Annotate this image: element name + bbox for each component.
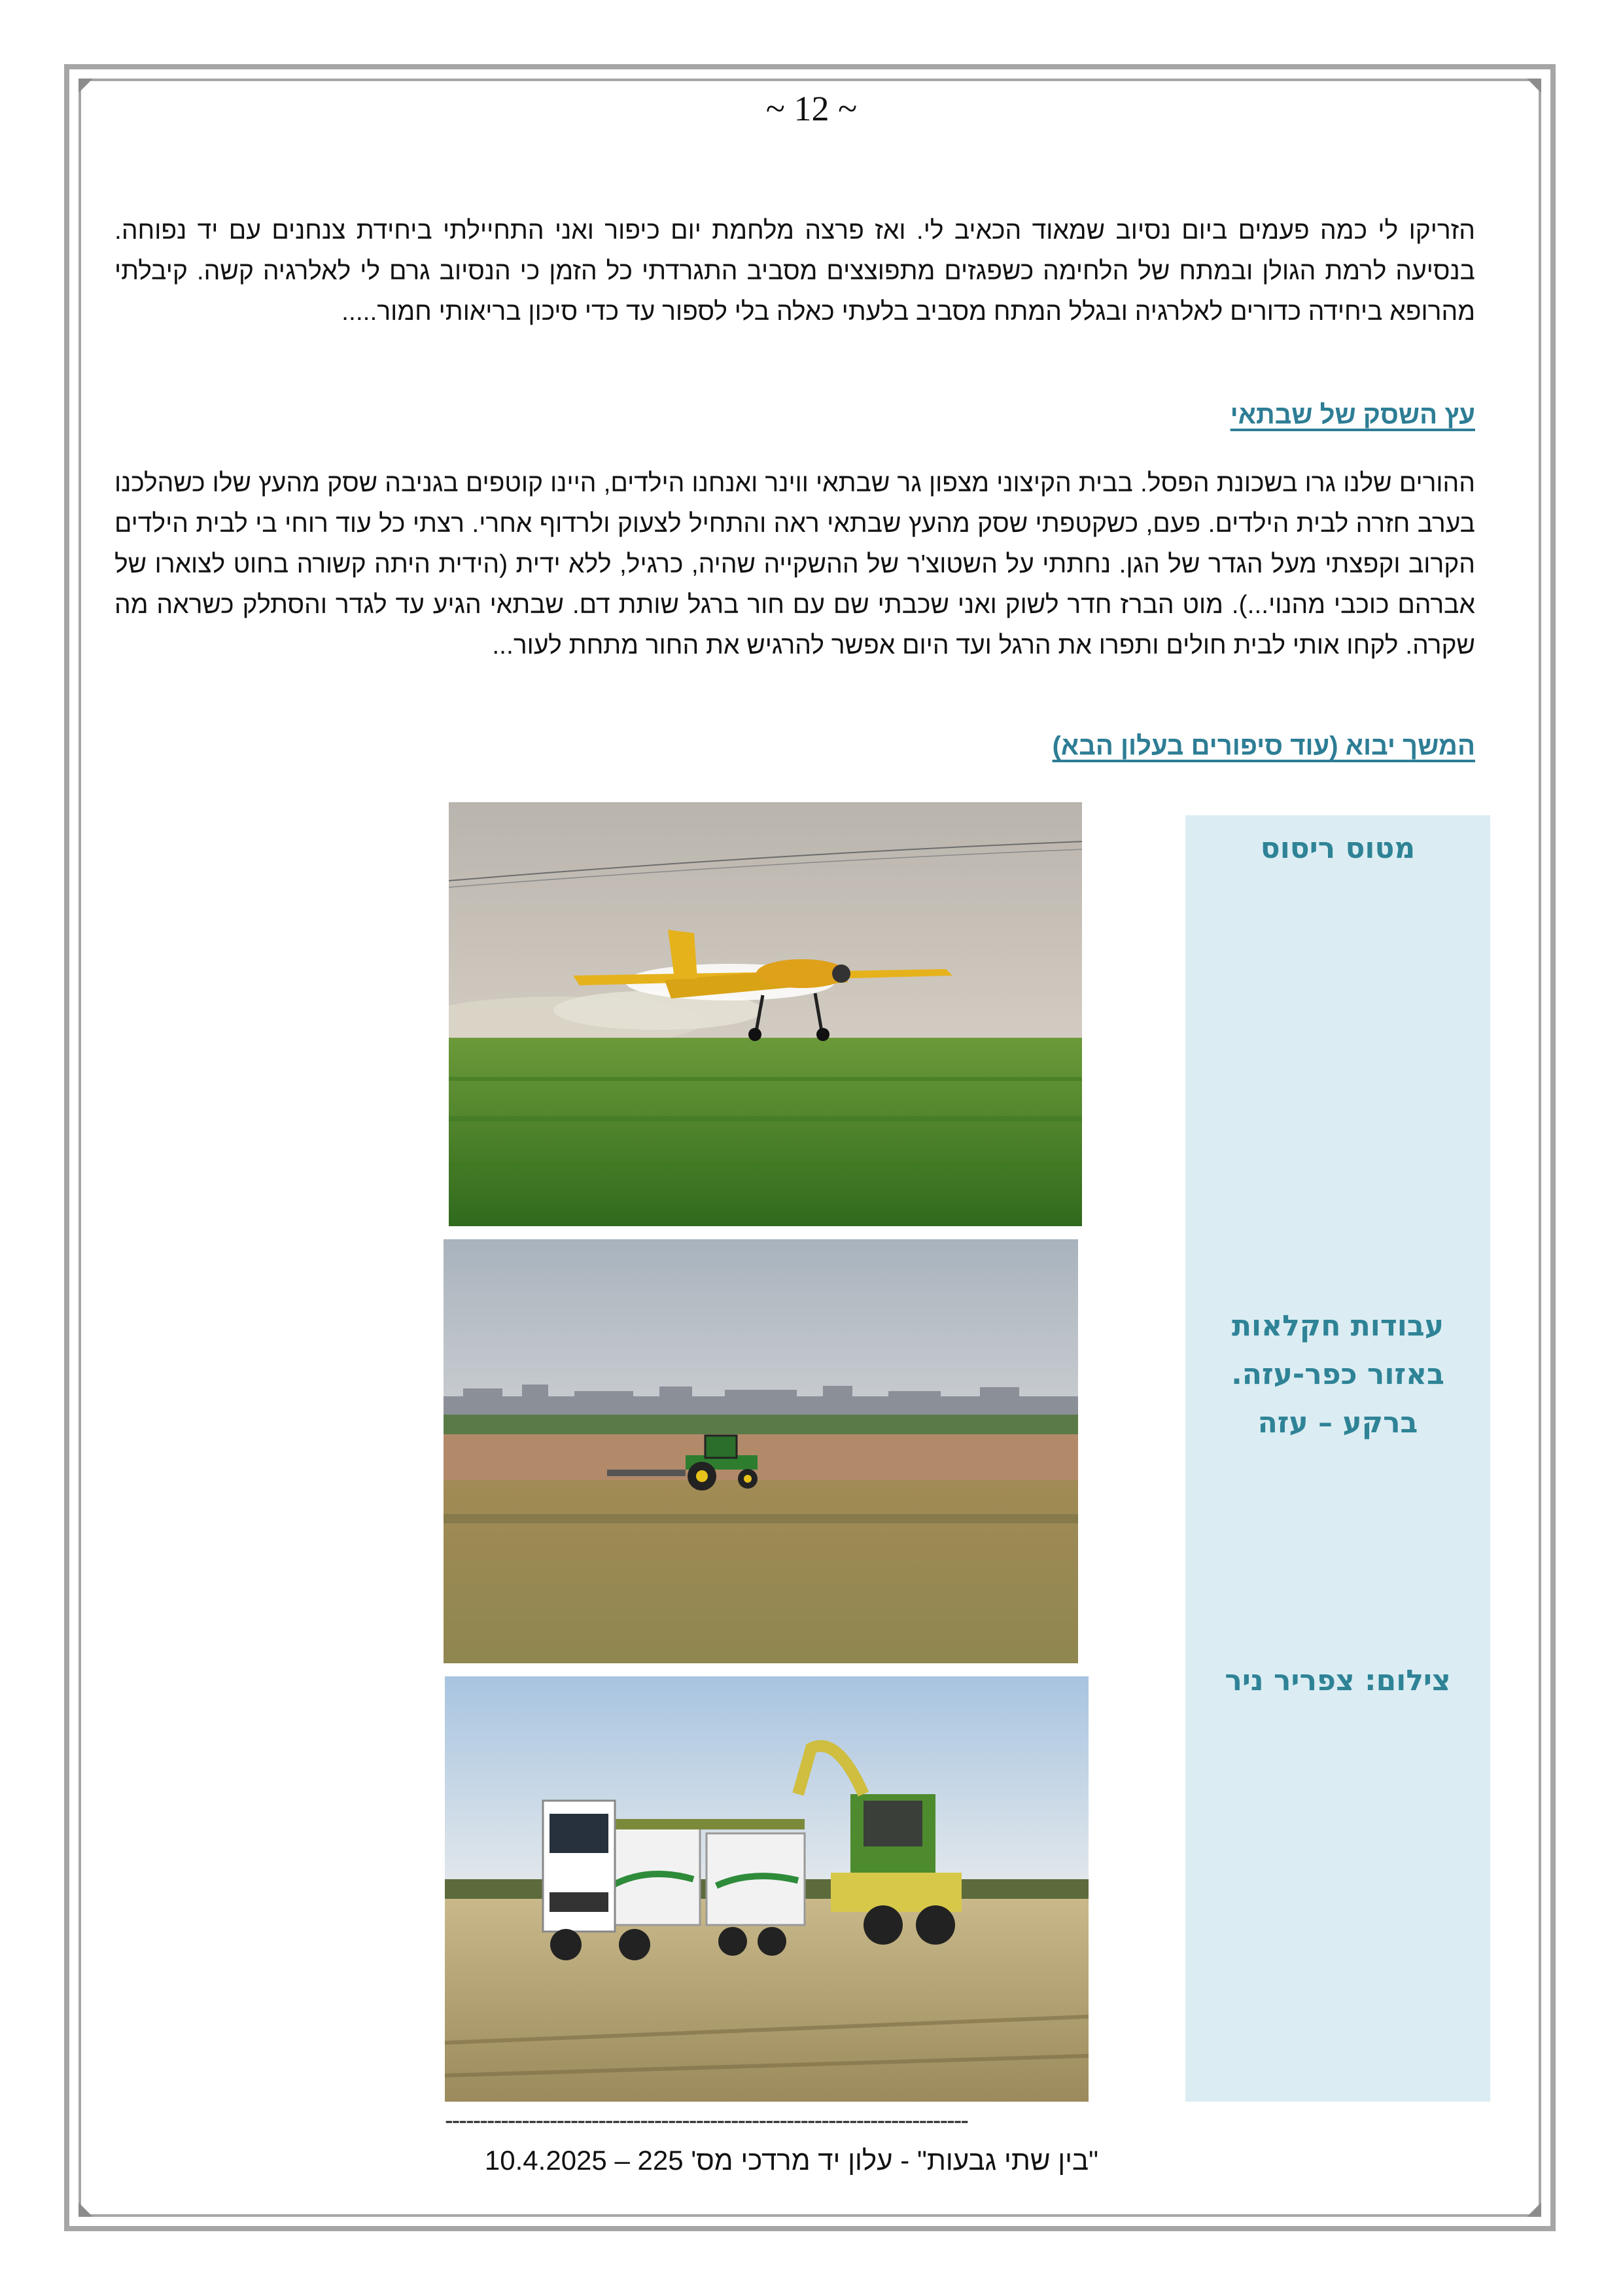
caption-agri-line-2: באזור כפר-עזה. — [1231, 1358, 1444, 1391]
photo-caption-panel — [1185, 815, 1490, 2102]
caption-photo-credit: צילום: צפריר ניר — [1225, 1664, 1451, 1697]
crop-duster-plane-photo — [449, 802, 1082, 1226]
story-paragraph-allergy: הזריקו לי כמה פעמים ביום נסיוב שמאוד הכאיב לי. ואז פרצה מלחמת יום כיפור ואני התחיילתי ביחידת צנחנים עם יד נפוחה. בנסיעה לרמת הגולן ובמתח של הלחימה כשפגזים מתפוצצים מסביב התגרדתי כל הזמן כי הנסיוב גרם לי לאלרגיה קשה. קיבלתי מהרופא ביחידה כדורים לאלרגיה ובגלל המתח מסביב בלעתי כאלה בלי לספור עד כדי סיכון בריאותי חמור..... — [114, 217, 1475, 326]
truck-harvester-photo — [445, 1676, 1089, 2102]
story-paragraph-loquat: ההורים שלנו גרו בשכונת הפסל. בבית הקיצוני מצפון גר שבתאי ווינר ואנחנו הילדים, היינו קוטפים בגניבה שסק מהעץ שלו כשהלכנו בערב חזרה לבית הילדים. פעם, כשקטפתי שסק מהעץ שבתאי ראה והתחיל לצעוק ולרדוף אחרי. רצתי כל עוד רוחי בי לבית הילדים הקרוב וקפצתי מעל הגדר של הגן. נחתתי על השטוצ'ר של ההשקייה שהיה, כרגיל, ללא ידית (הידית היתה קשורה בחוט לצוארו של אברהם כוכבי מהנוי...). מוט הברז חדר לשוק ואני שכבתי שם עם חור ברגל שותת דם. שבתאי הגיע עד לגדר והסתלק כשראה מה שקרה. לקחו אותי לבית חולים ותפרו את הרגל ועד היום אפשר להרגיש את החור מתחת לעור... — [114, 469, 1475, 660]
caption-crop-duster: מטוס ריסוס — [1260, 832, 1416, 865]
caption-agri-line-1: עבודות חקלאות — [1231, 1309, 1444, 1343]
continued-next-issue-link[interactable]: המשך יבוא (עוד סיפורים בעלון הבא) — [1052, 732, 1475, 760]
frame-corner-bottom-right — [1527, 2202, 1541, 2217]
footer-divider: --------------------------------------------------------------------------- — [445, 2107, 968, 2134]
caption-agri-line-3: ברקע – עזה — [1257, 1406, 1418, 1439]
frame-corner-bottom-left — [79, 2202, 93, 2217]
footer-publication-info: "בין שתי גבעות" - עלון יד מרדכי מס' 225 – 10.4.2025 — [484, 2145, 1099, 2176]
page-number: ~ 12 ~ — [765, 89, 858, 128]
section-heading-loquat-tree: עץ השסק של שבתאי — [1230, 400, 1475, 429]
tractor-field-gaza-photo — [444, 1239, 1078, 1663]
